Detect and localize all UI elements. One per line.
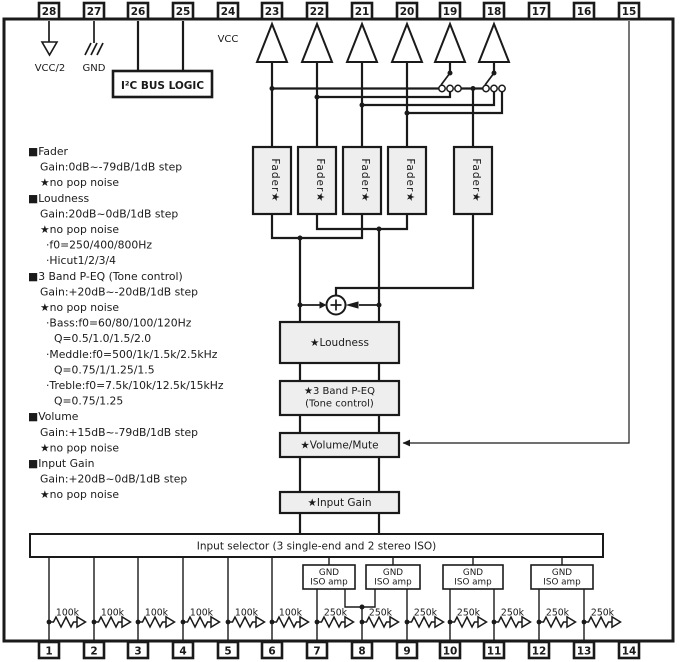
gnd-iso-amps <box>303 565 593 589</box>
resistor-value-pin9: 250k <box>413 607 438 619</box>
resistor-value-pin10: 250k <box>456 607 481 619</box>
note-line: ·Hicut1/2/3/4 <box>46 254 116 268</box>
resistor-value-pin7: 250k <box>323 607 348 619</box>
note-line: Q=0.5/1.0/1.5/2.0 <box>54 332 152 346</box>
pin-17 <box>529 3 549 19</box>
pin-13-label: 13 <box>576 645 592 658</box>
pin-9-label: 9 <box>403 645 411 658</box>
switch-contact <box>499 85 505 91</box>
volume-mute-label: ★Volume/Mute <box>300 439 379 452</box>
fader-1-label: Fader★ <box>269 158 281 203</box>
pin-20-label: 20 <box>399 6 415 18</box>
loudness-label: ★Loudness <box>310 337 369 349</box>
amp-icon-pin18 <box>479 24 509 62</box>
gnd-iso-amp-4 <box>531 565 593 589</box>
note-line: ■Volume <box>28 410 79 424</box>
pin-12 <box>529 642 549 658</box>
fader-blocks <box>253 147 492 214</box>
output-selector-wiring <box>270 62 506 147</box>
peq-label-line2: (Tone control) <box>305 398 374 410</box>
pin-27-label: 27 <box>86 6 102 18</box>
note-line: ·Bass:f0=60/80/100/120Hz <box>46 316 192 330</box>
gnd-iso-amp-4-line2: ISO amp <box>543 577 581 588</box>
note-line: ★no pop noise <box>40 176 120 190</box>
pin-3 <box>128 642 148 658</box>
pin-19-label: 19 <box>442 6 458 18</box>
switch-contact <box>483 85 489 91</box>
note-line: ■Input Gain <box>28 457 95 470</box>
switch-contact <box>447 85 453 91</box>
vcc-label: VCC <box>217 34 239 45</box>
vcc-half-label: VCC/2 <box>34 63 66 74</box>
pin-7 <box>307 642 327 658</box>
pin-1-label: 1 <box>45 645 53 658</box>
pin-17-label: 17 <box>531 6 547 18</box>
note-line: Gain:20dB~0dB/1dB step <box>40 207 179 221</box>
switch-contact <box>439 85 445 91</box>
pin-10 <box>440 642 460 658</box>
peq-label-line1: ★3 Band P-EQ <box>304 386 375 397</box>
resistor-value-pin3: 100k <box>144 607 169 619</box>
note-line: ★no pop noise <box>40 301 120 314</box>
pin-18-label: 18 <box>486 6 502 18</box>
gnd-iso-amp-2-line1: GND <box>382 567 404 578</box>
pin-19 <box>440 3 460 19</box>
input-selector-block <box>30 534 603 557</box>
pin-4-label: 4 <box>179 645 187 658</box>
pin-9 <box>397 642 417 658</box>
pin-8-label: 8 <box>358 645 366 658</box>
amp-icon-pin21 <box>347 24 377 62</box>
pin-22-label: 22 <box>309 6 325 18</box>
switch-contact <box>455 85 461 91</box>
note-line: ★no pop noise <box>40 223 120 236</box>
pin-11-label: 11 <box>486 645 502 658</box>
input-selector-label: Input selector (3 single-end and 2 stereo ISO) <box>196 540 437 553</box>
pin-5 <box>218 642 238 658</box>
pin-16 <box>574 3 594 19</box>
pin-14-label: 14 <box>621 645 637 658</box>
pin-4 <box>173 642 193 658</box>
pin-21 <box>352 3 372 19</box>
pin-24-label: 24 <box>220 6 236 18</box>
loudness-block <box>280 322 399 363</box>
pin-11 <box>484 642 504 658</box>
mute-arrow <box>403 440 411 447</box>
mute-control-wire <box>403 21 630 446</box>
gnd-iso-amp-3-line2: ISO amp <box>454 577 492 588</box>
pin-25 <box>173 3 193 19</box>
fader-4-label: Fader★ <box>404 158 416 203</box>
fader-1 <box>253 147 291 214</box>
gnd-iso-amp-1-line2: ISO amp <box>310 577 348 588</box>
note-line: ★no pop noise <box>40 488 120 502</box>
note-line: ·f0=250/400/800Hz <box>46 238 153 252</box>
resistor-value-pin6: 100k <box>278 607 303 619</box>
amp-icon-pin23 <box>257 24 287 62</box>
pin-26 <box>128 3 148 19</box>
sum-arrow-left <box>320 301 327 308</box>
pin-2 <box>84 642 104 658</box>
amp-icon-pin22 <box>302 24 332 62</box>
pin-22 <box>307 3 327 19</box>
amp-icon-pin19 <box>435 24 465 62</box>
gnd-iso-amp-1 <box>303 565 355 589</box>
switch-contact <box>491 85 497 91</box>
input-resistors <box>47 608 621 628</box>
gnd-iso-amp-2 <box>366 565 420 589</box>
pin-6-label: 6 <box>268 645 276 658</box>
top-pins <box>39 3 639 19</box>
feature-notes <box>28 145 224 501</box>
peq-block <box>280 381 399 415</box>
pin-25-label: 25 <box>175 6 191 18</box>
pin-12-label: 12 <box>531 645 547 658</box>
fader-3-label: Fader★ <box>359 158 371 203</box>
fader-5 <box>454 147 492 214</box>
pin-7-label: 7 <box>313 645 321 658</box>
pin-6 <box>262 642 282 658</box>
pin-28 <box>39 3 59 19</box>
mix-network <box>272 214 473 322</box>
output-amps <box>257 24 509 62</box>
resistor-value-pin2: 100k <box>100 607 125 619</box>
volume-mute-block <box>280 433 399 457</box>
resistor-value-pin11: 250k <box>500 607 525 619</box>
pin-2-label: 2 <box>90 645 98 658</box>
pin-1 <box>39 642 59 658</box>
input-gain-label: ★Input Gain <box>307 497 372 509</box>
gnd-iso-amp-2-line2: ISO amp <box>374 577 412 588</box>
pin-28-label: 28 <box>41 6 57 18</box>
i2c-bus-logic-block <box>113 21 212 97</box>
resistor-value-pin5: 100k <box>234 607 259 619</box>
note-line: Gain:0dB~-79dB/1dB step <box>40 160 183 174</box>
i2c-bus-logic-label: I²C BUS LOGIC <box>120 80 205 92</box>
pin-24 <box>218 3 238 19</box>
sum-arrow-right <box>346 301 359 308</box>
note-line: ·Meddle:f0=500/1k/1.5k/2.5kHz <box>46 347 218 361</box>
note-line: Q=0.75/1.25 <box>54 394 124 408</box>
gnd-iso-amp-4-line1: GND <box>551 567 573 578</box>
amp-icon-pin20 <box>392 24 422 62</box>
bottom-pins <box>39 642 639 658</box>
power-symbols <box>35 21 239 74</box>
fader-5-label: Fader★ <box>470 158 482 203</box>
fader-4 <box>388 147 426 214</box>
pin-21-label: 21 <box>354 6 370 18</box>
note-line: ■3 Band P-EQ (Tone control) <box>28 269 183 283</box>
pin-15-label: 15 <box>621 6 637 18</box>
note-line: ■Fader <box>28 145 68 158</box>
pin-5-label: 5 <box>224 645 232 658</box>
pin-23-label: 23 <box>264 6 280 18</box>
resistor-value-pin12: 250k <box>545 607 570 619</box>
input-gain-block <box>280 492 399 513</box>
note-line: ·Treble:f0=7.5k/10k/12.5k/15kHz <box>46 379 224 392</box>
pin-16-label: 16 <box>576 6 592 18</box>
pin-13 <box>574 642 594 658</box>
note-line: Q=0.75/1/1.25/1.5 <box>54 363 155 377</box>
resistor-value-pin8: 250k <box>368 607 393 619</box>
resistor-value-pin13: 250k <box>590 607 615 619</box>
pin-8 <box>352 642 372 658</box>
pin-10-label: 10 <box>442 645 458 658</box>
resistor-value-pin4: 100k <box>189 607 214 619</box>
fader-2-label: Fader★ <box>314 158 326 203</box>
gnd-label: GND <box>82 63 106 74</box>
pin-23 <box>262 3 282 19</box>
pin-26-label: 26 <box>130 6 146 18</box>
gnd-iso-amp-3-line1: GND <box>462 567 484 578</box>
pin-20 <box>397 3 417 19</box>
gnd-iso-amp-1-line1: GND <box>318 567 340 578</box>
note-line: ■Loudness <box>28 191 90 205</box>
note-line: ★no pop noise <box>40 441 120 455</box>
note-line: Gain:+20dB~-20dB/1dB step <box>40 285 199 299</box>
note-line: Gain:+20dB~0dB/1dB step <box>40 472 188 486</box>
vcc-half-arrow-icon <box>42 21 57 55</box>
summing-node-icon <box>327 296 346 315</box>
pin-3-label: 3 <box>134 645 142 658</box>
resistor-value-pin1: 100k <box>55 607 80 619</box>
pin-18 <box>484 3 504 19</box>
fader-3 <box>343 147 381 214</box>
pin-14 <box>619 642 639 658</box>
note-line: Gain:+15dB~-79dB/1dB step <box>40 425 199 439</box>
gnd-iso-amp-3 <box>443 565 503 589</box>
pin-15 <box>619 3 639 19</box>
fader-2 <box>298 147 336 214</box>
ground-icon <box>85 21 103 55</box>
pin-27 <box>84 3 104 19</box>
